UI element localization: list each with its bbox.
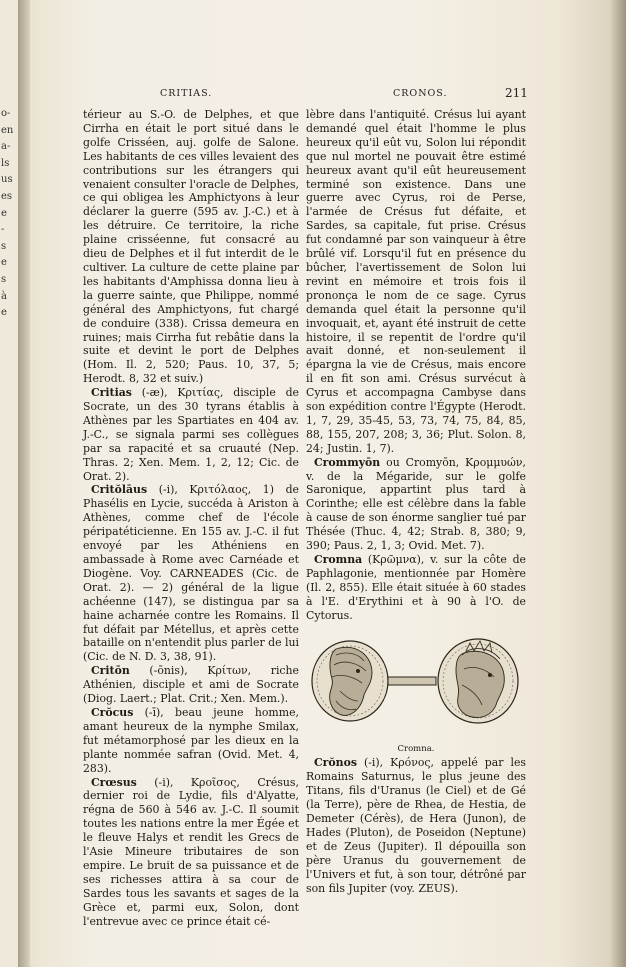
running-head-left: CRITIAS. — [160, 88, 213, 99]
fragment: e — [1, 257, 7, 269]
fragment: us — [1, 174, 13, 186]
coin-illustration — [306, 625, 526, 743]
headword: Crommyōn — [314, 455, 381, 469]
headword: Crŏcus — [91, 705, 134, 719]
entry-text: (Κρῶμνα), v. sur la côte de Paphlagonie, mentionnée par Homère (Il. 2, 855). Elle était située à 60 stades à l'E. d'Erythini et à 90 à l'O. de Cytorus. — [306, 553, 526, 622]
headword: Cromna — [314, 553, 363, 566]
fragment: e — [1, 307, 7, 319]
headword: Critŏlāus — [91, 483, 148, 497]
entry-text: (-æ), Κριτίας, disciple de Socrate, un des 30 tyrans établis à Athènes par les Spartiates en 404 av. J.-C., se signala parmi ses collègues par sa rapacité et sa cruauté (Nep. Thras. 2; Xen. Mem. 1, 2, 12; Cic. de Orat. 2). — [83, 386, 299, 483]
fragment: s — [1, 273, 7, 285]
entry-text: (-i), Κριτόλαος, 1) de Phasélis en Lycie, succéda à Ariston à Athènes, comme chef de l'école péripatéticienne. En 155 av. J.-C. il fut envoyé par les Athéniens en ambassade à Rome avec Carnéade et Diogène. Voy. CARNEADES (Cic. de Orat. 2). — 2) général de la ligue achéenne (147), se distingua par sa haine acharnée contre les Romains. Il fut défait par Métellus, et après cette bataille on n'entendit plus parler de lui (Cic. de N. D. 3, 38, 91). — [83, 483, 299, 664]
headword: Critias — [91, 386, 132, 400]
coin-left-icon — [312, 641, 388, 721]
entry-cronos — [306, 756, 526, 895]
fragment: à — [1, 290, 7, 302]
coin-connector — [388, 677, 436, 685]
entry-text: (-ōnis), Κρίτων, riche Athénien, disciple et ami de Socrate (Diog. Laert.; Plat. Crit.; Xen. Mem.). — [83, 664, 299, 706]
headword: Critōn — [91, 664, 130, 678]
entry-text: (-i), Κροῖσος, Crésus, dernier roi de Lydie, fils d'Alyatte, régna de 560 à 546 av. J.-C. Il soumit toutes les nations entre la mer Égée et le fleuve Halys et rendit les Grecs de l'Asie Mineure tributaires de son empire. Le bruit de sa puissance et de ses richesses attira à sa cour de Sardes tous les savants et sages de la Grèce et, parmi eux, Solon, dont l'entrevue avec ce prince était cé- — [83, 775, 299, 928]
coin-right-icon — [438, 639, 518, 723]
book-gutter — [18, 0, 30, 967]
fragment: en — [1, 124, 14, 136]
entry-text: ou Cromyōn, Κρομμυών, v. de la Mégaride, sur le golfe Saronique, appartint plus tard à Corinthe; elle est célèbre dans la fable à cause de son énorme sanglier tué par Thésée (Thuc. 4, 42; Strab. 8, 380; 9, 390; Paus. 2, 1, 3; Ovid. Met. 7). — [306, 455, 526, 553]
entry-text: (-i), Κρόνος, appelé par les Romains Saturnus, le plus jeune des Titans, fils d'Uranus (le Ciel) et de Gé (la Terre), père de Rhea, de Hestia, de Demeter (Cérès), de Hera (Junon), de Hades (Pluton), de Poseidon (Neptune) et de Zeus (Jupiter). Il dépouilla son père Uranus du gouvernement de l'Univers et fut, à son tour, détrôné par son fils Jupiter (voy. ZEUS). — [306, 756, 526, 895]
entry-crommyon — [306, 456, 526, 553]
entry-criton — [83, 664, 299, 706]
fragment: e — [1, 207, 7, 219]
entry-critolaus — [83, 483, 299, 664]
fragment: a- — [1, 141, 11, 153]
headword: Crŏnos — [314, 756, 357, 770]
figure-caption: Cromna. — [397, 743, 435, 754]
fragment: es — [1, 190, 13, 202]
page-number: 211 — [505, 86, 528, 100]
coin-svg — [306, 625, 526, 743]
left-column — [83, 108, 299, 928]
headword: Crœsus — [91, 775, 137, 789]
fragment: s — [1, 240, 7, 252]
intro-paragraph: térieur au S.-O. de Delphes, et que Cirrha en était le port situé dans le golfe Crisséen, auj. golfe de Salone. Les habitants de ces villes levaient des contributions sur les étrangers qui venaient consulter l'oracle de Delphes, ce qui obligea les Amphictyons à leur déclarer la guerre (595 av. J.-C.) et à les détruire. Ce territoire, la riche plaine crisséenne, fut consacré au dieu de Delphes et il fut interdit de le cultiver. La culture de cette plaine par les habitants d'Amphissa donna lieu à la guerre sainte, que Philippe, nommé général des Amphictyons, fut chargé de conduire (338). Crissa demeura en ruines; mais Cirrha fut rebâtie dans la suite et devint le port de Delphes (Hom. Il. 2, 520; Paus. 10, 37, 5; Herodt. 8, 32 et suiv.) — [83, 108, 299, 386]
entry-croesus — [83, 776, 299, 929]
page-edge-shadow — [610, 0, 626, 967]
fragment: ls — [1, 157, 10, 169]
running-head-center: CRONOS. — [393, 88, 448, 99]
entry-crocus — [83, 706, 299, 776]
facing-page-fragments — [1, 106, 17, 322]
entry-cromna — [306, 553, 526, 623]
continuation-paragraph: lèbre dans l'antiquité. Crésus lui ayant demandé quel était l'homme le plus heureux qu'il eût vu, Solon lui répondit que nul mortel ne pouvait être estimé heureux avant qu'il eût heureusement terminé son existence. Dans une guerre avec Cyrus, roi de Perse, l'armée de Crésus fut défaite, et Sardes, sa capitale, fut prise. Crésus fut condamné par son vainqueur à être brûlé vif. Lorsqu'il fut en présence du bûcher, l'avertissement de Solon lui revint en mémoire et trois fois il prononça le nom de ce sage. Cyrus demanda quel était la personne qu'il invoquait, et, ayant été instruit de cette histoire, il se repentit de l'ordre qu'il avait donné, et non-seulement il épargna la vie de Crésus, mais encore il en fit son ami. Crésus survécut à Cyrus et accompagna Cambyse dans son expédition contre l'Égypte (Herodt. 1, 7, 29, 35-45, 53, 73, 74, 75, 84, 85, 88, 155, 207, 208; 3, 36; Plut. Solon. 8, 24; Justin. 1, 7). — [306, 108, 526, 455]
entry-text: (-ī), beau jeune homme, amant heureux de la nymphe Smilax, fut métamorphosé par les dieux en la plante nommée safran (Ovid. Met. 4, 283). — [83, 705, 299, 775]
fragment: - — [1, 224, 5, 236]
fragment: o- — [1, 108, 11, 119]
entry-critias — [83, 386, 299, 483]
right-column — [306, 108, 526, 896]
